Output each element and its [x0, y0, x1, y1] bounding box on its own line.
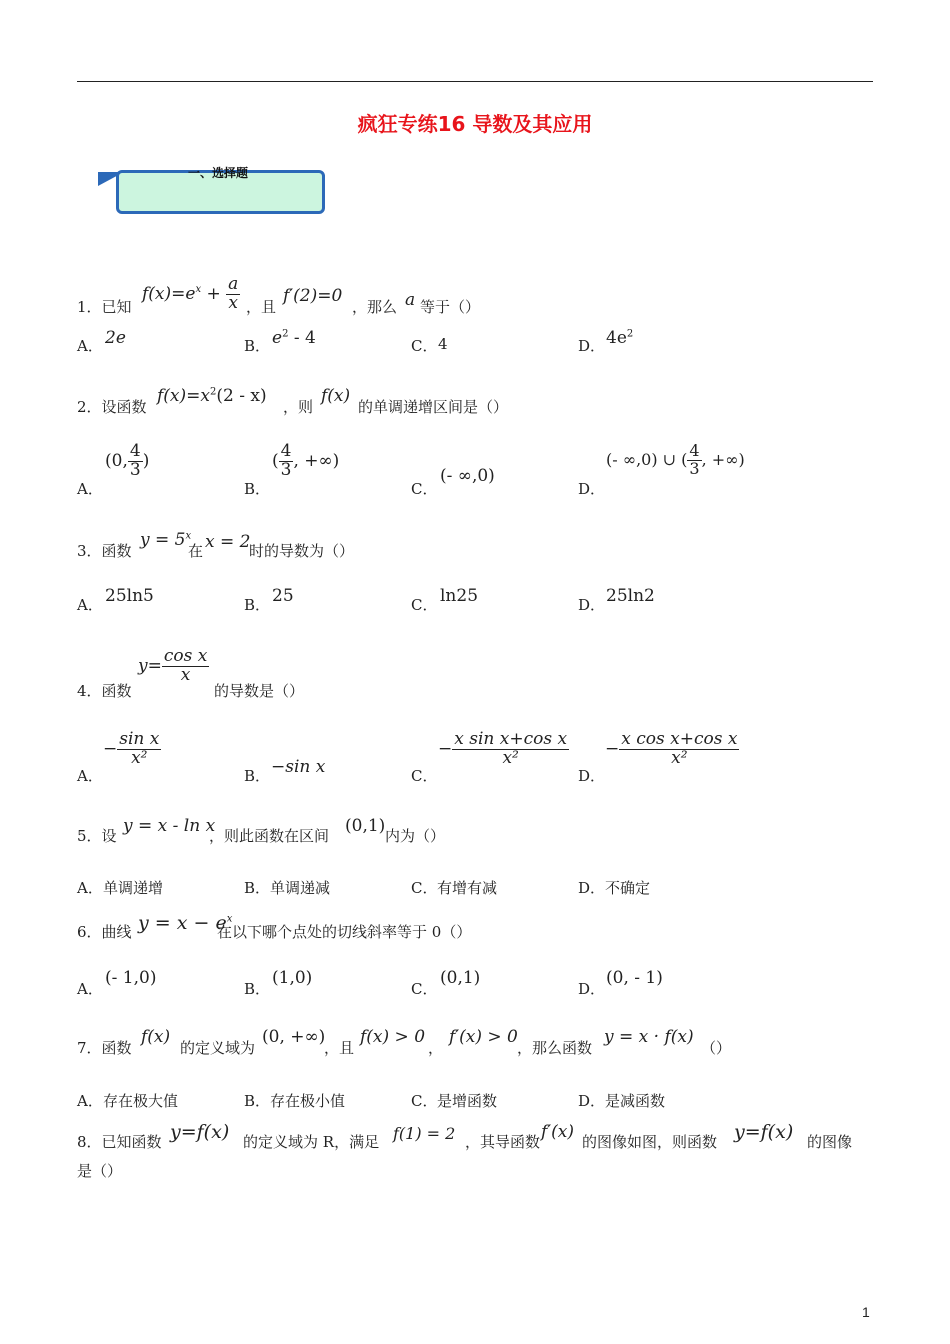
q3-mid: 在	[188, 542, 204, 560]
q2-a-post: )	[142, 450, 150, 471]
q4-d-frac	[619, 731, 739, 768]
q1-condition: f′(2)=0	[283, 286, 343, 306]
q8-t2: ，其导函数	[465, 1133, 541, 1151]
q7-t3: ，那么函数	[517, 1039, 593, 1057]
q8-prefix: 8．已知函数	[77, 1133, 162, 1151]
q6-option-b: (1,0)	[272, 968, 313, 988]
q1-label-d: D．	[578, 337, 606, 355]
q4-label-a: A．	[77, 767, 103, 785]
q5-function: y = x - ln x	[123, 816, 216, 836]
q7-label-c: C．	[411, 1092, 438, 1110]
q2-end: 的单调递增区间是（）	[358, 398, 509, 416]
section-banner	[98, 166, 324, 212]
q7-prefix: 7．函数	[77, 1039, 132, 1057]
q8-derivative: f′(x)	[541, 1122, 575, 1142]
q4-c-num: x sin x+cos x	[454, 729, 568, 749]
q2-label-a: A．	[77, 480, 103, 498]
q5-option-a: 单调递增	[103, 879, 164, 897]
q8-t1: 的定义域为 R，满足	[243, 1133, 380, 1151]
q3-label-a: A．	[77, 596, 103, 614]
q6-option-c: (0,1)	[440, 968, 481, 988]
q1-frac-num: a	[228, 274, 239, 294]
q1-option-d	[606, 328, 633, 348]
q1-function	[142, 276, 240, 313]
q4-option-b: −sin x	[271, 757, 326, 777]
q5-label-b: B．	[244, 879, 271, 897]
q1-exp: x	[195, 284, 202, 296]
q5-prefix: 5．设	[77, 827, 117, 845]
q8-cond: f(1) = 2	[393, 1124, 456, 1143]
q2-option-a	[105, 443, 149, 480]
q2-fx: f(x)=x	[157, 386, 210, 406]
q8-t3: 的图像如图，则函数	[582, 1133, 718, 1151]
q3-y: y = 5	[140, 530, 186, 550]
q4-d-den: x²	[671, 747, 688, 768]
q7-product: y = x · f(x)	[604, 1027, 694, 1047]
q7-option-a: 存在极大值	[103, 1092, 179, 1110]
q1-a: a	[405, 290, 416, 310]
q2-b-post: , +∞)	[293, 450, 340, 471]
q6-label-d: D．	[578, 980, 606, 998]
q4-option-a	[103, 731, 161, 768]
q2-prefix: 2．设函数	[77, 398, 147, 416]
q4-a-den: x²	[131, 747, 148, 768]
q3-option-b: 25	[272, 586, 294, 606]
q1-frac-den: x	[228, 292, 239, 313]
q1-prefix: 1．已知	[77, 298, 132, 316]
q7-label-a: A．	[77, 1092, 103, 1110]
q1-d-base: 4e	[606, 328, 627, 348]
q7-option-d: 是减函数	[605, 1092, 666, 1110]
q3-option-a: 25ln5	[105, 586, 154, 606]
q4-y: y=	[138, 655, 162, 676]
q4-option-c	[438, 731, 569, 768]
q8-y2: y=f(x)	[734, 1121, 794, 1143]
q1-d-exp: 2	[626, 328, 634, 340]
q7-cond1: f(x) > 0	[360, 1027, 426, 1047]
q1-b-rest: - 4	[288, 328, 316, 348]
q5-mid: ，则此函数在区间	[209, 827, 330, 845]
q4-d-num: x cos x+cos x	[621, 729, 738, 749]
q2-factor: (2 - x)	[216, 386, 267, 406]
q4-option-d	[605, 731, 739, 768]
q7-option-c: 是增函数	[437, 1092, 498, 1110]
q1-mid: ，且	[246, 298, 277, 316]
q4-a-frac	[117, 731, 161, 768]
q1-end: 等于（）	[420, 298, 481, 316]
q4-c-frac	[452, 731, 569, 768]
q5-label-c: C．	[411, 879, 438, 897]
q8-line2: 是（）	[77, 1162, 123, 1180]
q3-prefix: 3．函数	[77, 542, 132, 560]
q2-label-b: B．	[244, 480, 271, 498]
page-title: 疯狂专练16 导数及其应用	[357, 112, 593, 136]
q4-d-minus: −	[605, 738, 620, 759]
q5-label-a: A．	[77, 879, 103, 897]
q2-d-num: 4	[689, 441, 700, 460]
q7-t2: ，且	[324, 1039, 355, 1057]
q2-b-frac	[279, 443, 294, 480]
q2-d-pre: (- ∞,0) ∪ (	[606, 449, 688, 469]
q6-end: 在以下哪个点处的切线斜率等于 0（）	[217, 923, 472, 941]
q1-option-c: 4	[438, 335, 448, 353]
q1-option-a: 2e	[105, 328, 126, 348]
q2-d-den: 3	[689, 458, 700, 478]
q2-d-frac	[687, 443, 701, 478]
q2-exp: 2	[209, 386, 217, 398]
q4-a-num: sin x	[119, 729, 160, 749]
section-heading: 一、选择题	[188, 166, 249, 180]
q1-b-exp: 2	[282, 328, 289, 340]
q2-a-den: 3	[129, 459, 141, 480]
q4-frac-num: cos x	[163, 646, 208, 666]
q8-y1: y=f(x)	[170, 1121, 230, 1143]
q6-exp: x	[226, 913, 233, 925]
q3-exp: x	[185, 530, 192, 542]
q2-label-c: C．	[411, 480, 438, 498]
q4-function	[138, 648, 209, 685]
q5-option-b: 单调递减	[270, 879, 331, 897]
q1-option-b	[272, 328, 316, 348]
q2-option-c: (- ∞,0)	[440, 466, 495, 486]
page-number: 1	[862, 1304, 870, 1320]
q3-option-d: 25ln2	[606, 586, 655, 606]
q5-option-d: 不确定	[605, 879, 651, 897]
q3-label-c: C．	[411, 596, 438, 614]
q3-option-c: ln25	[440, 586, 479, 606]
q1-label-c: C．	[411, 337, 438, 355]
q5-option-c: 有增有减	[437, 879, 498, 897]
q1-label-a: A．	[77, 337, 103, 355]
q2-label-d: D．	[578, 480, 606, 498]
q6-label-b: B．	[244, 980, 271, 998]
q1-fx: f(x)=e	[142, 283, 196, 304]
q1-fraction	[226, 276, 240, 313]
q7-domain: (0, +∞)	[262, 1027, 326, 1047]
q4-frac	[162, 648, 209, 685]
q4-c-den: x²	[502, 747, 519, 768]
q7-option-b: 存在极小值	[270, 1092, 346, 1110]
q6-option-d: (0, - 1)	[606, 968, 663, 988]
q7-label-d: D．	[578, 1092, 606, 1110]
q2-b-den: 3	[280, 459, 292, 480]
q5-interval: (0,1)	[345, 816, 386, 836]
q4-frac-den: x	[180, 664, 191, 685]
q7-fx: f(x)	[141, 1027, 171, 1047]
q3-label-d: D．	[578, 596, 606, 614]
q3-function	[140, 530, 191, 550]
q6-y: y = x − e	[138, 912, 227, 934]
q2-a-num: 4	[129, 441, 141, 461]
q3-label-b: B．	[244, 596, 271, 614]
q2-option-b	[272, 443, 339, 480]
q2-a-frac	[128, 443, 143, 480]
q6-prefix: 6．曲线	[77, 923, 132, 941]
q6-option-a: (- 1,0)	[105, 968, 157, 988]
q2-a-pre: (0,	[105, 450, 128, 471]
q4-label-d: D．	[578, 767, 606, 785]
q6-label-c: C．	[411, 980, 438, 998]
q1-plus: +	[206, 283, 221, 304]
q7-label-b: B．	[244, 1092, 271, 1110]
q6-label-a: A．	[77, 980, 103, 998]
q5-label-d: D．	[578, 879, 606, 897]
q2-function	[157, 386, 267, 406]
q8-t4: 的图像	[807, 1133, 853, 1151]
q4-label-b: B．	[244, 767, 271, 785]
q2-option-d	[606, 443, 745, 478]
q7-t1: 的定义域为	[180, 1039, 256, 1057]
q1-label-b: B．	[244, 337, 271, 355]
q5-end: 内为（）	[385, 827, 446, 845]
q2-fx-ref: f(x)	[321, 386, 351, 406]
q4-end: 的导数是（）	[214, 682, 305, 700]
q3-end: 时的导数为（）	[249, 542, 355, 560]
header-rule	[77, 81, 873, 82]
q7-end: （）	[701, 1039, 732, 1057]
q4-a-minus: −	[103, 738, 118, 759]
q3-point: x = 2	[205, 532, 251, 552]
q1-tail: ，那么	[352, 298, 398, 316]
q2-b-num: 4	[280, 441, 292, 461]
q4-label-c: C．	[411, 767, 438, 785]
q4-c-minus: −	[438, 738, 453, 759]
q7-comma: ，	[428, 1039, 444, 1057]
q4-prefix: 4．函数	[77, 682, 132, 700]
q2-b-pre: (	[272, 450, 279, 471]
q2-mid: ，则	[283, 398, 314, 416]
q1-b-base: e	[272, 328, 283, 348]
q2-d-post: , +∞)	[701, 449, 745, 469]
q7-cond2: f′(x) > 0	[449, 1027, 518, 1047]
